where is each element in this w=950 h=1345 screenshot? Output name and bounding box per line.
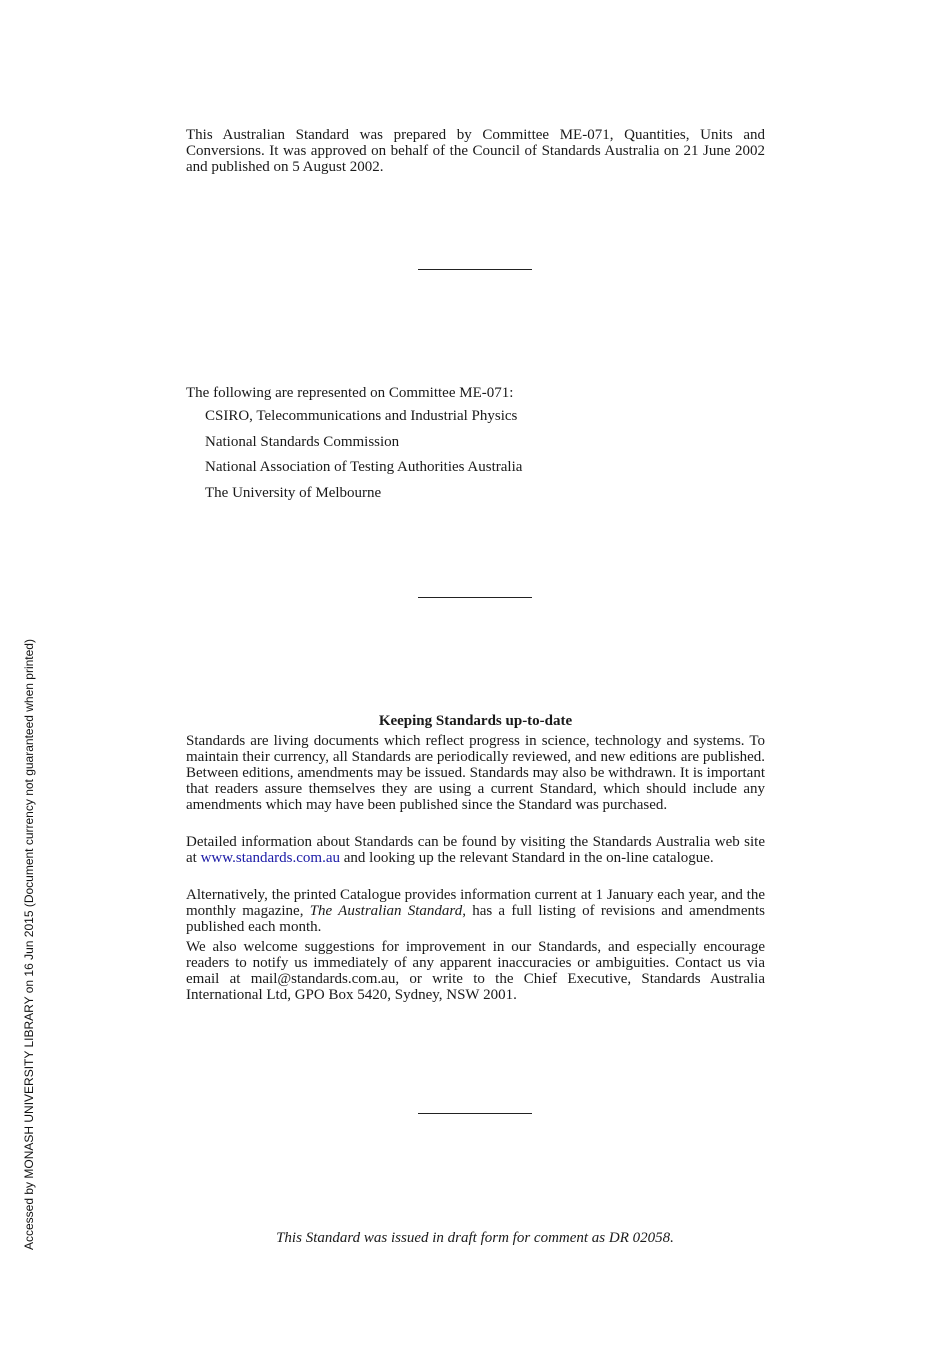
divider [418, 269, 532, 270]
text: Detailed information about Standards can be found by visiting the Standards Australia web site at [186, 834, 765, 866]
committee-member: National Standards Commission [205, 433, 400, 450]
text: Alternatively, the printed Catalogue provides information current at 1 January each year, and the monthly magazine, [186, 887, 765, 919]
paragraph-catalogue [186, 887, 765, 935]
approval-statement: This Australian Standard was prepared by Committee ME-071, Quantities, Units and Conversions. It was approved on behalf of the Council of Standards Australia on 21 June 2002 and published on 5 August 2002. [186, 127, 765, 175]
text: and looking up the relevant Standard in the on-line catalogue. [340, 850, 714, 866]
paragraph-suggestions: We also welcome suggestions for improvement in our Standards, and especially encourage readers to notify us immediately of any apparent inaccuracies or ambiguities. Contact us via email at mail@standards.com.au, or write to the Chief Executive, Standards Australia International Ltd, GPO Box 5420, Sydney, NSW 2001. [186, 939, 765, 1003]
standards-website-link[interactable]: www.standards.com.au [200, 850, 340, 866]
magazine-title: The Australian Standard [309, 903, 463, 919]
committee-member: CSIRO, Telecommunications and Industrial Physics [205, 408, 518, 424]
section-title: Keeping Standards up-to-date [378, 713, 573, 729]
access-note-vertical: Accessed by MONASH UNIVERSITY LIBRARY on 16 Jun 2015 (Document currency not guaranteed when printed) [22, 639, 36, 1250]
committee-member: National Association of Testing Authorities Australia [205, 459, 523, 475]
paragraph-living-documents: Standards are living documents which reflect progress in science, technology and systems. To maintain their currency, all Standards are periodically reviewed, and new editions are published. Between editions, amendments may be issued. Standards may also be withdrawn. It is important that readers assure themselves they are using a current Standard, which should include any amendments which may have been published since the Standard was purchased. [186, 733, 765, 813]
draft-footnote: This Standard was issued in draft form for comment as DR 02058. [276, 1230, 674, 1246]
committee-member: The University of Melbourne [205, 484, 382, 501]
paragraph-web-info [186, 834, 765, 866]
text: , has a full listing of revisions and amendments published each month. [186, 903, 765, 935]
divider [418, 597, 532, 598]
committee-member-list [205, 407, 522, 509]
divider [418, 1113, 532, 1114]
committee-intro: The following are represented on Committee ME-071: [186, 385, 514, 401]
